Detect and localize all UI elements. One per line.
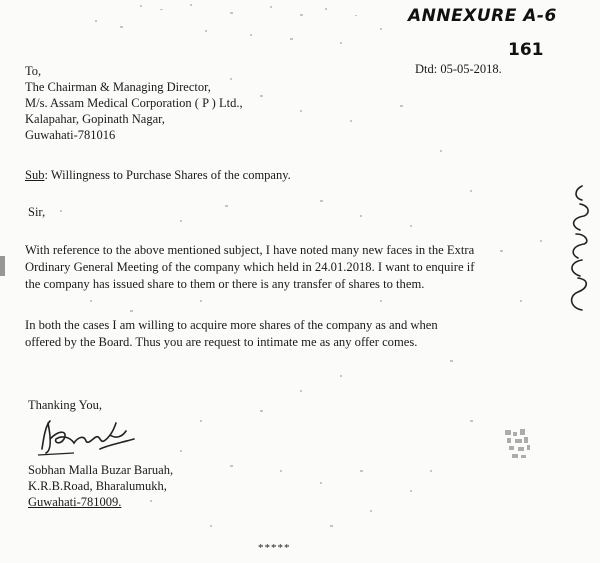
page-number: 161: [508, 40, 544, 60]
recipient-line-1: The Chairman & Managing Director,: [25, 80, 211, 94]
recipient-line-4: Guwahati-781016: [25, 128, 116, 142]
sender-address-2: Guwahati-781009.: [28, 495, 122, 509]
subject-text: : Willingness to Purchase Shares of the company.: [44, 168, 291, 182]
to-label: To,: [25, 64, 42, 78]
paragraph-1-line-1: With reference to the above mentioned subject, I have noted many new faces in the Extra: [25, 243, 475, 257]
recipient-line-2: M/s. Assam Medical Corporation ( P ) Ltd.,: [25, 96, 243, 110]
subject-line: [25, 168, 291, 183]
closing: Thanking You,: [28, 398, 102, 412]
sender-address-1: K.R.B.Road, Bharalumukh,: [28, 479, 167, 493]
paragraph-1-line-3: the company has issued share to them or there is any transfer of shares to them.: [25, 277, 425, 291]
side-signature-image: [560, 180, 600, 320]
paragraph-1-line-2: Ordinary General Meeting of the company which held in 24.01.2018. I want to enquire if: [25, 260, 475, 274]
paragraph-2-line-1: In both the cases I am willing to acquire more shares of the company as and when: [25, 318, 438, 332]
footer-mark: *****: [258, 542, 291, 554]
salutation: Sir,: [28, 205, 46, 219]
paragraph-2-line-2: offered by the Board. Thus you are request to intimate me as any offer comes.: [25, 335, 418, 349]
signature-image: [30, 415, 150, 459]
recipient-line-3: Kalapahar, Gopinath Nagar,: [25, 112, 165, 126]
subject-label: Sub: [25, 168, 45, 182]
letter-date: Dtd: 05-05-2018.: [415, 62, 502, 76]
sender-name: Sobhan Malla Buzar Baruah,: [28, 463, 174, 477]
annexure-label: ANNEXURE A-6: [408, 6, 557, 26]
